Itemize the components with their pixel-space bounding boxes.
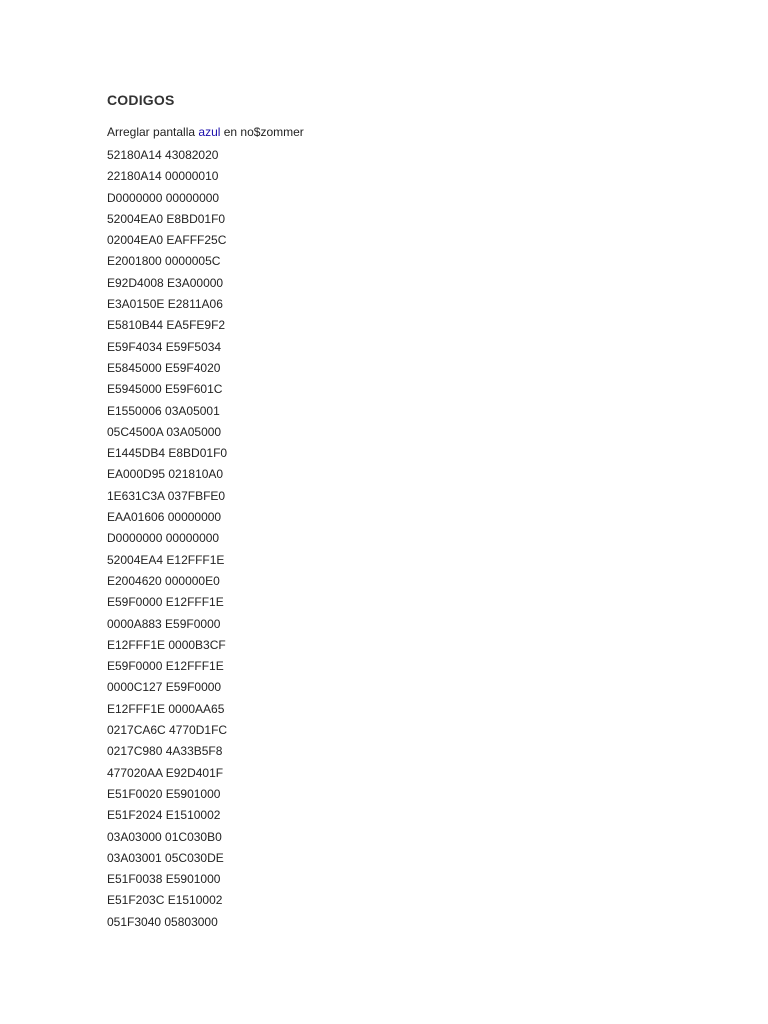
azul-link[interactable]: azul xyxy=(198,125,221,139)
code-line: E92D4008 E3A00000 xyxy=(107,275,224,290)
code-line: E51F2024 E1510002 xyxy=(107,808,221,823)
code-line: D0000000 00000000 xyxy=(107,531,220,546)
code-line: 03A03001 05C030DE xyxy=(107,850,224,865)
code-line: 477020AA E92D401F xyxy=(107,765,224,780)
code-line: 03A03000 01C030B0 xyxy=(107,829,222,844)
code-line: E51F0020 E5901000 xyxy=(107,786,221,801)
code-line: E5945000 E59F601C xyxy=(107,382,223,397)
code-line: 051F3040 05803000 xyxy=(107,914,218,929)
code-line: E3A0150E E2811A06 xyxy=(107,297,223,312)
code-line: EA000D95 021810A0 xyxy=(107,467,224,482)
code-line: E5845000 E59F4020 xyxy=(107,360,221,375)
code-line: 0000A883 E59F0000 xyxy=(107,616,221,631)
code-list xyxy=(107,145,707,933)
code-line: 0000C127 E59F0000 xyxy=(107,680,222,695)
code-line: 0217CA6C 4770D1FC xyxy=(107,723,228,738)
code-line: E12FFF1E 0000B3CF xyxy=(107,637,226,652)
code-line: E51F0038 E5901000 xyxy=(107,872,221,887)
code-line: E2001800 0000005C xyxy=(107,254,221,269)
code-line: E59F0000 E12FFF1E xyxy=(107,595,224,610)
code-line: E1445DB4 E8BD01F0 xyxy=(107,446,228,461)
code-line: E1550006 03A05001 xyxy=(107,403,220,418)
code-line: E59F0000 E12FFF1E xyxy=(107,659,224,674)
document-title: CODIGOS xyxy=(107,92,175,108)
code-line: 1E631C3A 037FBFE0 xyxy=(107,488,226,503)
code-line: E51F203C E1510002 xyxy=(107,893,223,908)
code-line: 52004EA0 E8BD01F0 xyxy=(107,211,226,226)
code-line: 22180A14 00000010 xyxy=(107,169,219,184)
code-line: E2004620 000000E0 xyxy=(107,573,220,588)
code-line: D0000000 00000000 xyxy=(107,190,220,205)
document-page xyxy=(107,90,707,933)
code-line: 52004EA4 E12FFF1E xyxy=(107,552,225,567)
code-line: 52180A14 43082020 xyxy=(107,148,219,162)
code-line: 0217C980 4A33B5F8 xyxy=(107,744,223,759)
code-line: E12FFF1E 0000AA65 xyxy=(107,701,225,716)
code-line: 05C4500A 03A05000 xyxy=(107,424,222,439)
code-line: EAA01606 00000000 xyxy=(107,510,222,525)
code-line: E5810B44 EA5FE9F2 xyxy=(107,318,226,333)
code-line: 02004EA0 EAFFF25C xyxy=(107,233,227,248)
code-line: E59F4034 E59F5034 xyxy=(107,339,222,354)
intro-line xyxy=(107,124,707,140)
intro-text-before: Arreglar pantalla xyxy=(107,125,199,139)
intro-text-after: en no$zommer xyxy=(220,125,304,139)
